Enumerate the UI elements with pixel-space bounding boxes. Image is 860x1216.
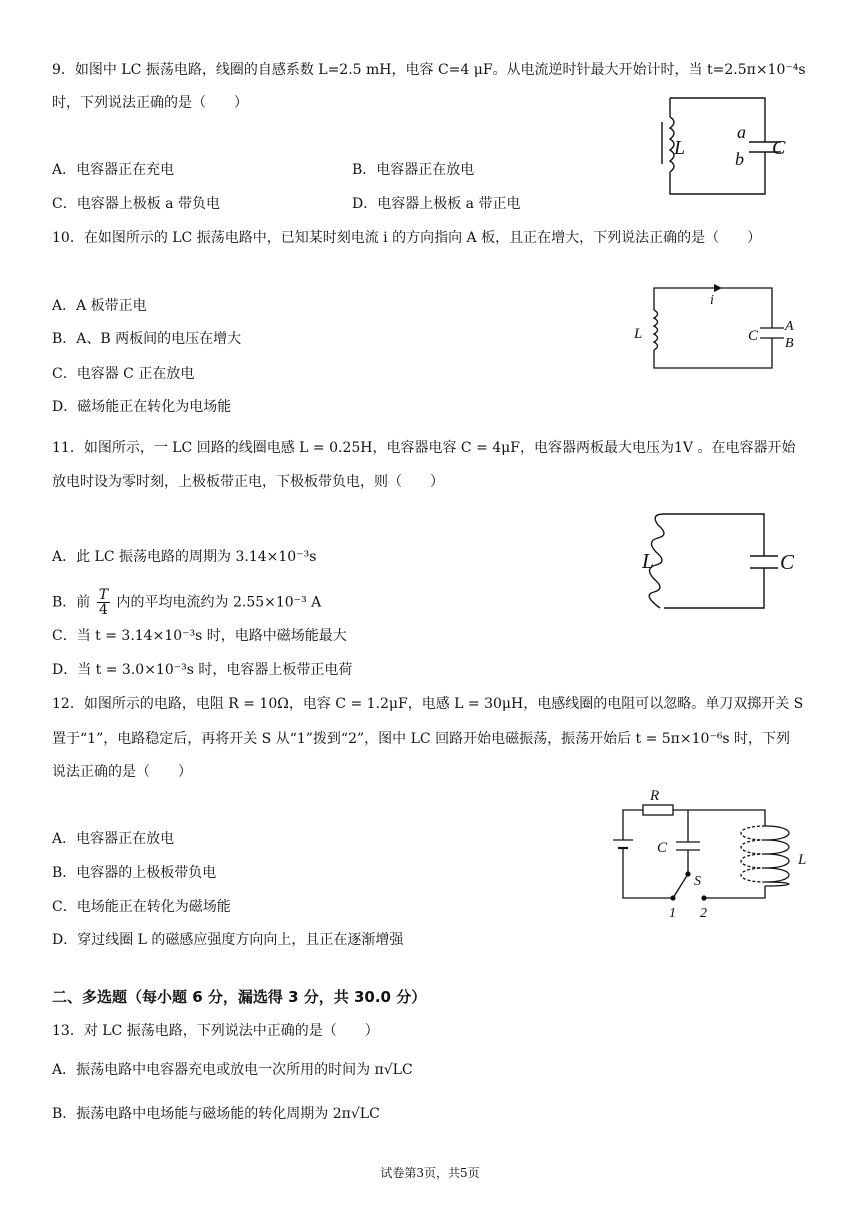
- q11-stem-line2: 放电时设为零时刻，上极板带正电，下极板带负电，则（ ）: [52, 474, 444, 490]
- q13-stem: 13．对 LC 振荡电路，下列说法中正确的是（ ）: [52, 1023, 379, 1039]
- q12-option-d: D．穿过线圈 L 的磁感应强度方向向上，且正在逐渐增强: [52, 932, 404, 948]
- q11-stem-line1: 11．如图所示，一 LC 回路的线圈电感 L = 0.25H，电容器电容 C = 4μF，电容器两板最大电压为1V 。在电容器开始: [52, 440, 796, 456]
- q9-option-b: B．电容器正在放电: [352, 162, 475, 178]
- q12-stem-line1: 12．如图所示的电路，电阻 R = 10Ω，电容 C = 1.2μF，电感 L = 30μH，电感线圈的电阻可以忽略。单刀双掷开关 S: [52, 696, 804, 712]
- q12-fig-label-1: 1: [669, 906, 676, 921]
- q12-option-c: C．电场能正在转化为磁场能: [52, 899, 231, 915]
- q9-stem-line2: 时，下列说法正确的是（ ）: [52, 95, 248, 111]
- q9-fig-label-a: a: [737, 122, 746, 142]
- q12-stem-line3: 说法正确的是（ ）: [52, 764, 192, 780]
- q9-fig-label-c: C: [772, 137, 786, 159]
- q11-fraction-numerator: T: [98, 587, 109, 603]
- q9-option-a: A．电容器正在充电: [52, 162, 175, 178]
- q10-fig-label-a: A: [785, 319, 794, 334]
- q9-circuit-diagram: [650, 92, 800, 202]
- q11-fig-label-l: L: [642, 549, 654, 573]
- q12-option-b: B．电容器的上极板带负电: [52, 865, 217, 881]
- q12-fig-label-r: R: [650, 788, 660, 804]
- q9-option-d: D．电容器上极板 a 带正电: [352, 196, 521, 212]
- q11-option-b: [52, 588, 321, 617]
- q11-option-c: C．当 t = 3.14×10⁻³s 时，电路中磁场能最大: [52, 628, 347, 644]
- q9-fig-label-l: L: [674, 137, 686, 159]
- q12-stem-line2: 置于“1”，电路稳定后，再将开关 S 从“1”拨到“2”，图中 LC 回路开始电磁振荡，振荡开始后 t = 5π×10⁻⁶s 时，下列: [52, 731, 791, 747]
- q10-stem: 10．在如图所示的 LC 振荡电路中，已知某时刻电流 i 的方向指向 A 板，且正在增大，下列说法正确的是（ ）: [52, 230, 762, 246]
- q12-fig-label-c: C: [657, 840, 668, 856]
- q11-fraction: [97, 588, 110, 617]
- q9-fig-label-b: b: [735, 149, 744, 169]
- q10-fig-label-c: C: [748, 328, 759, 344]
- q10-option-a: A．A 板带正电: [52, 298, 147, 314]
- page-footer: 试卷第3页，共5页: [380, 1166, 480, 1180]
- q10-circuit-diagram: [630, 280, 800, 380]
- q10-fig-label-b: B: [785, 336, 794, 351]
- q11-option-d: D．当 t = 3.0×10⁻³s 时，电容器上板带正电荷: [52, 662, 353, 678]
- q11-option-b-suffix: 内的平均电流约为 2.55×10⁻³ A: [116, 594, 322, 611]
- q9-option-c: C．电容器上极板 a 带负电: [52, 196, 220, 212]
- q11-option-a: A．此 LC 振荡电路的周期为 3.14×10⁻³s: [52, 549, 317, 565]
- q10-option-d: D．磁场能正在转化为电场能: [52, 399, 232, 415]
- q12-circuit-diagram: [605, 784, 820, 924]
- section-heading: 二、多选题（每小题 6 分，漏选得 3 分，共 30.0 分）: [52, 988, 427, 1006]
- q13-option-b: B．振荡电路中电场能与磁场能的转化周期为 2π√LC: [52, 1106, 380, 1122]
- q10-option-b: B．A、B 两板间的电压在增大: [52, 331, 242, 347]
- q12-fig-label-2: 2: [700, 906, 707, 921]
- q11-option-b-prefix: B．前: [52, 594, 91, 611]
- q9-stem-line1: 9．如图中 LC 振荡电路，线圈的自感系数 L=2.5 mH，电容 C=4 μF。从电流逆时针最大开始计时，当 t=2.5π×10⁻⁴s: [52, 62, 806, 78]
- q11-circuit-diagram: [640, 510, 800, 615]
- q10-fig-label-l: L: [634, 326, 643, 342]
- q10-option-c: C．电容器 C 正在放电: [52, 366, 195, 382]
- q12-option-a: A．电容器正在放电: [52, 831, 175, 847]
- q10-fig-label-i: i: [710, 293, 714, 308]
- q12-fig-label-s: S: [694, 874, 701, 889]
- q13-option-a: A．振荡电路中电容器充电或放电一次所用的时间为 π√LC: [52, 1062, 413, 1078]
- q11-fig-label-c: C: [780, 550, 795, 574]
- q12-fig-label-l: L: [798, 852, 807, 868]
- q11-fraction-denominator: 4: [98, 602, 108, 618]
